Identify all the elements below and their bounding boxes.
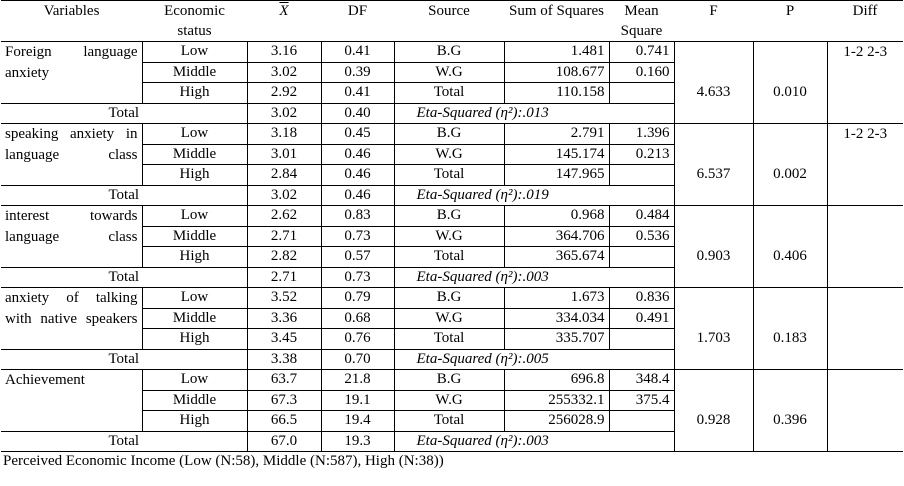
mean-cell: 3.36 xyxy=(247,308,321,329)
df-cell: 19.1 xyxy=(321,390,394,411)
sum-of-squares-cell: 334.034 xyxy=(504,308,609,329)
sum-of-squares-cell: 1.673 xyxy=(504,288,609,309)
f-value: 1.703 xyxy=(674,288,753,370)
sum-of-squares-cell: 335.707 xyxy=(504,329,609,350)
total-label: Total xyxy=(1,185,247,206)
economic-status-cell: Low xyxy=(142,370,247,391)
mean-cell: 63.7 xyxy=(247,370,321,391)
mean-cell: 2.71 xyxy=(247,226,321,247)
mean-cell: 2.82 xyxy=(247,247,321,268)
header-diff: Diff xyxy=(827,1,903,42)
mean-square-cell: 0.741 xyxy=(609,42,674,63)
mean-square-cell: 0.491 xyxy=(609,308,674,329)
total-df-cell: 0.70 xyxy=(321,349,394,370)
total-mean-cell: 2.71 xyxy=(247,267,321,288)
economic-status-cell: Middle xyxy=(142,226,247,247)
economic-status-cell: Low xyxy=(142,288,247,309)
sum-of-squares-cell: 147.965 xyxy=(504,165,609,186)
economic-status-cell: High xyxy=(142,329,247,350)
eta-squared: Eta-Squared (η²):.005 xyxy=(394,349,674,370)
sum-of-squares-cell: 255332.1 xyxy=(504,390,609,411)
sum-of-squares-cell: 0.968 xyxy=(504,206,609,227)
df-cell: 0.76 xyxy=(321,329,394,350)
source-cell: Total xyxy=(394,83,504,104)
total-label: Total xyxy=(1,103,247,124)
total-df-cell: 0.46 xyxy=(321,185,394,206)
economic-status-cell: Low xyxy=(142,124,247,145)
mean-square-cell: 0.160 xyxy=(609,62,674,83)
source-cell: Total xyxy=(394,247,504,268)
variable-name: speaking anxiety in language class xyxy=(1,124,142,186)
variable-name: anxiety of talking with native speakers xyxy=(1,288,142,350)
eta-squared: Eta-Squared (η²):.003 xyxy=(394,431,674,452)
eta-squared: Eta-Squared (η²):.003 xyxy=(394,267,674,288)
economic-status-cell: Low xyxy=(142,42,247,63)
df-cell: 0.73 xyxy=(321,226,394,247)
economic-status-cell: High xyxy=(142,411,247,432)
source-cell: W.G xyxy=(394,390,504,411)
mean-cell: 3.02 xyxy=(247,62,321,83)
p-value: 0.010 xyxy=(753,42,827,124)
source-cell: B.G xyxy=(394,370,504,391)
diff-value xyxy=(827,370,903,452)
mean-cell: 66.5 xyxy=(247,411,321,432)
p-value: 0.406 xyxy=(753,206,827,288)
header-mean xyxy=(247,1,321,42)
mean-cell: 2.92 xyxy=(247,83,321,104)
economic-status-cell: Middle xyxy=(142,390,247,411)
mean-symbol: $\overline{X}$ xyxy=(279,3,289,19)
source-cell: W.G xyxy=(394,144,504,165)
sum-of-squares-cell: 110.158 xyxy=(504,83,609,104)
sum-of-squares-cell: 696.8 xyxy=(504,370,609,391)
source-cell: B.G xyxy=(394,124,504,145)
header-f: F xyxy=(674,1,753,42)
economic-status-cell: Low xyxy=(142,206,247,227)
mean-square-cell xyxy=(609,165,674,186)
mean-square-cell: 375.4 xyxy=(609,390,674,411)
anova-table xyxy=(1,0,903,472)
f-value: 0.903 xyxy=(674,206,753,288)
diff-value: 1-2 2-3 xyxy=(843,44,888,60)
source-cell: W.G xyxy=(394,62,504,83)
table-header xyxy=(1,1,903,42)
p-value: 0.183 xyxy=(753,288,827,370)
table-note: Perceived Economic Income (Low (N:58), Middle (N:587), High (N:38)) xyxy=(1,452,903,472)
mean-cell: 3.16 xyxy=(247,42,321,63)
mean-cell: 3.18 xyxy=(247,124,321,145)
p-value: 0.396 xyxy=(753,370,827,452)
economic-status-cell: High xyxy=(142,165,247,186)
source-cell: Total xyxy=(394,329,504,350)
f-value: 6.537 xyxy=(674,124,753,206)
table-row xyxy=(1,288,903,309)
table-row xyxy=(1,206,903,227)
total-df-cell: 0.40 xyxy=(321,103,394,124)
source-cell: Total xyxy=(394,165,504,186)
sum-of-squares-cell: 364.706 xyxy=(504,226,609,247)
variable-name: interest towards language class xyxy=(1,206,142,268)
mean-square-cell xyxy=(609,247,674,268)
economic-status-cell: Middle xyxy=(142,308,247,329)
economic-status-cell: Middle xyxy=(142,62,247,83)
total-label: Total xyxy=(1,349,247,370)
diff-value xyxy=(827,206,903,288)
df-cell: 0.45 xyxy=(321,124,394,145)
sum-of-squares-cell: 2.791 xyxy=(504,124,609,145)
economic-status-cell: Middle xyxy=(142,144,247,165)
eta-squared: Eta-Squared (η²):.019 xyxy=(394,185,674,206)
source-cell: B.G xyxy=(394,288,504,309)
mean-square-cell: 0.836 xyxy=(609,288,674,309)
sum-of-squares-cell: 1.481 xyxy=(504,42,609,63)
economic-status-cell: High xyxy=(142,83,247,104)
table-row xyxy=(1,124,903,145)
header-mean-square: Mean Square xyxy=(609,1,674,42)
df-cell: 0.57 xyxy=(321,247,394,268)
df-cell: 0.41 xyxy=(321,83,394,104)
total-label: Total xyxy=(1,431,247,452)
table-row xyxy=(1,42,903,63)
mean-square-cell: 1.396 xyxy=(609,124,674,145)
mean-cell: 3.52 xyxy=(247,288,321,309)
mean-square-cell: 0.484 xyxy=(609,206,674,227)
source-cell: W.G xyxy=(394,226,504,247)
df-cell: 0.39 xyxy=(321,62,394,83)
diff-value: 1-2 2-3 xyxy=(827,124,903,206)
df-cell: 19.4 xyxy=(321,411,394,432)
mean-cell: 2.62 xyxy=(247,206,321,227)
df-cell: 0.46 xyxy=(321,165,394,186)
mean-cell: 3.45 xyxy=(247,329,321,350)
df-cell: 21.8 xyxy=(321,370,394,391)
header-economic-status: Economic status xyxy=(142,1,247,42)
total-mean-cell: 3.02 xyxy=(247,103,321,124)
table-body xyxy=(1,42,903,452)
variable-name: Foreign language anxiety xyxy=(1,42,142,104)
sum-of-squares-cell: 108.677 xyxy=(504,62,609,83)
total-label: Total xyxy=(1,267,247,288)
total-df-cell: 19.3 xyxy=(321,431,394,452)
header-sum-of-squares: Sum of Squares xyxy=(504,1,609,42)
sum-of-squares-cell: 365.674 xyxy=(504,247,609,268)
p-value: 0.002 xyxy=(753,124,827,206)
header-p: P xyxy=(753,1,827,42)
mean-cell: 3.01 xyxy=(247,144,321,165)
mean-square-cell: 0.536 xyxy=(609,226,674,247)
total-mean-cell: 67.0 xyxy=(247,431,321,452)
total-mean-cell: 3.38 xyxy=(247,349,321,370)
source-cell: B.G xyxy=(394,42,504,63)
mean-square-cell: 0.213 xyxy=(609,144,674,165)
sum-of-squares-cell: 256028.9 xyxy=(504,411,609,432)
f-value: 0.928 xyxy=(674,370,753,452)
mean-cell: 67.3 xyxy=(247,390,321,411)
header-variables: Variables xyxy=(1,1,142,42)
df-cell: 0.46 xyxy=(321,144,394,165)
source-cell: W.G xyxy=(394,308,504,329)
mean-square-cell xyxy=(609,411,674,432)
mean-square-cell: 348.4 xyxy=(609,370,674,391)
df-cell: 0.41 xyxy=(321,42,394,63)
df-cell: 0.68 xyxy=(321,308,394,329)
total-df-cell: 0.73 xyxy=(321,267,394,288)
table-row xyxy=(1,370,903,391)
df-cell: 0.83 xyxy=(321,206,394,227)
total-mean-cell: 3.02 xyxy=(247,185,321,206)
mean-square-cell xyxy=(609,329,674,350)
f-value: 4.633 xyxy=(674,42,753,124)
mean-cell: 2.84 xyxy=(247,165,321,186)
df-cell: 0.79 xyxy=(321,288,394,309)
header-source: Source xyxy=(394,1,504,42)
source-cell: Total xyxy=(394,411,504,432)
mean-square-cell xyxy=(609,83,674,104)
sum-of-squares-cell: 145.174 xyxy=(504,144,609,165)
diff-value xyxy=(827,288,903,370)
economic-status-cell: High xyxy=(142,247,247,268)
variable-name: Achievement xyxy=(1,370,142,432)
eta-squared: Eta-Squared (η²):.013 xyxy=(394,103,674,124)
header-df: DF xyxy=(321,1,394,42)
source-cell: B.G xyxy=(394,206,504,227)
